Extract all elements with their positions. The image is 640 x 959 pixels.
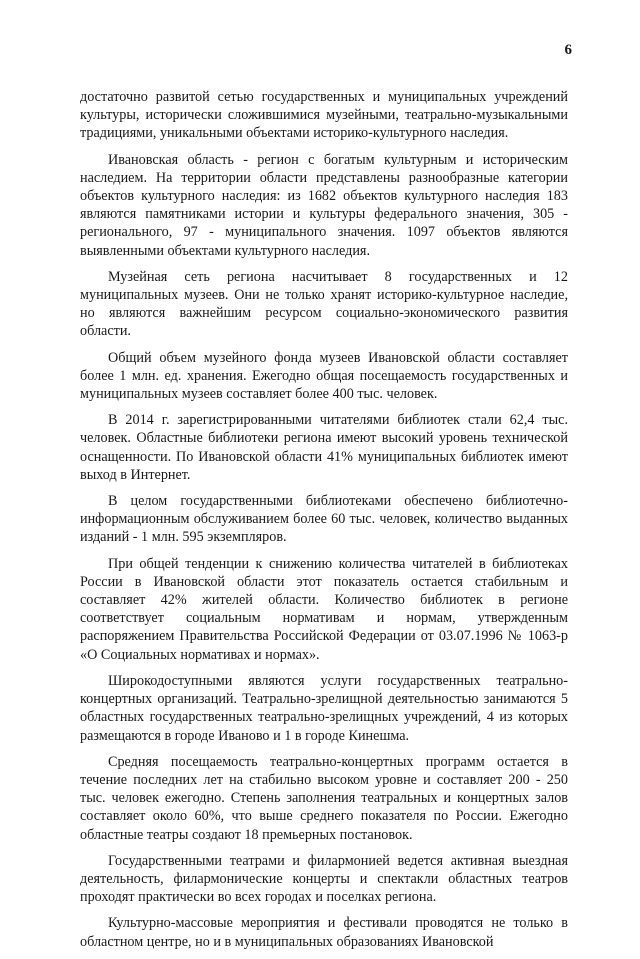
paragraph-reader-trend: При общей тенденции к снижению количества читателей в библиотеках России в Ивановской области этот показатель остается стабильным и составляет 42% жителей области. Количество библиотек в регионе соответствует социальным нормативам и нормам, утвержденным распоряжением Правительства Российской Федерации от 03.07.1996 № 1063-р «О Социальных нормативах и нормах». — [80, 555, 568, 663]
paragraph-cultural-events: Культурно-массовые мероприятия и фестивали проводятся не только в областном центре, но и в муниципальных образованиях Ивановской — [80, 915, 568, 950]
document-body — [80, 88, 568, 959]
paragraph-museum-network: Музейная сеть региона насчитывает 8 государственных и 12 муниципальных музеев. Они не только хранят историко-культурное наследие, но являются важнейшим ресурсом социально-экономического развития области. — [80, 268, 568, 340]
paragraph-touring-activity: Государственными театрами и филармонией ведется активная выездная деятельность, филармонические концерты и спектакли областных театров проходят практически во всех городах и поселках региона. — [80, 852, 568, 906]
paragraph-library-readers: В 2014 г. зарегистрированными читателями библиотек стали 62,4 тыс. человек. Областные библиотеки региона имеют высокий уровень технической оснащенности. По Ивановской области 41% муниципальных библиотек имеют выход в Интернет. — [80, 412, 568, 483]
paragraph-theatre-attendance: Средняя посещаемость театрально-концертных программ остается в течение последних лет на стабильно высоком уровне и составляет 200 - 250 тыс. человек ежегодно. Степень заполнения театральных и концертных залов составляет около 60%, что выше среднего показателя по России. Ежегодно областные театры создают 18 премьерных постановок. — [80, 753, 568, 843]
paragraph-museum-fund: Общий объем музейного фонда музеев Ивановской области составляет более 1 млн. ед. хранения. Ежегодно общая посещаемость государственных и муниципальных музеев составляет более 400 тыс. человек. — [80, 349, 568, 403]
paragraph-library-service: В целом государственными библиотеками обеспечено библиотечно-информационным обслуживанием более 60 тыс. человек, количество выданных изданий - 1 млн. 595 экземпляров. — [80, 493, 568, 546]
page-number: 6 — [564, 42, 572, 58]
paragraph-cultural-heritage: Ивановская область - регион с богатым культурным и историческим наследием. На территории области представлены разнообразные категории объектов культурного наследия: из 1682 объектов культурного наследия 183 являются памятниками истории и культуры федерального значения, 305 - регионального, 97 - муниципального значения. 1097 объектов являются выявленными объектами культурного наследия. — [80, 151, 568, 259]
paragraph-continuation: достаточно развитой сетью государственных и муниципальных учреждений культуры, исторически сложившимися музейными, театрально-музыкальными традициями, уникальными объектами историко-культурного наследия. — [80, 89, 568, 142]
paragraph-theatre-organizations: Широкодоступными являются услуги государственных театрально-концертных организаций. Театрально-зрелищной деятельностью занимаются 5 областных государственных театрально-зрелищных учреждений, 4 из которых размещаются в городе Иваново и 1 в городе Кинешма. — [80, 672, 568, 744]
